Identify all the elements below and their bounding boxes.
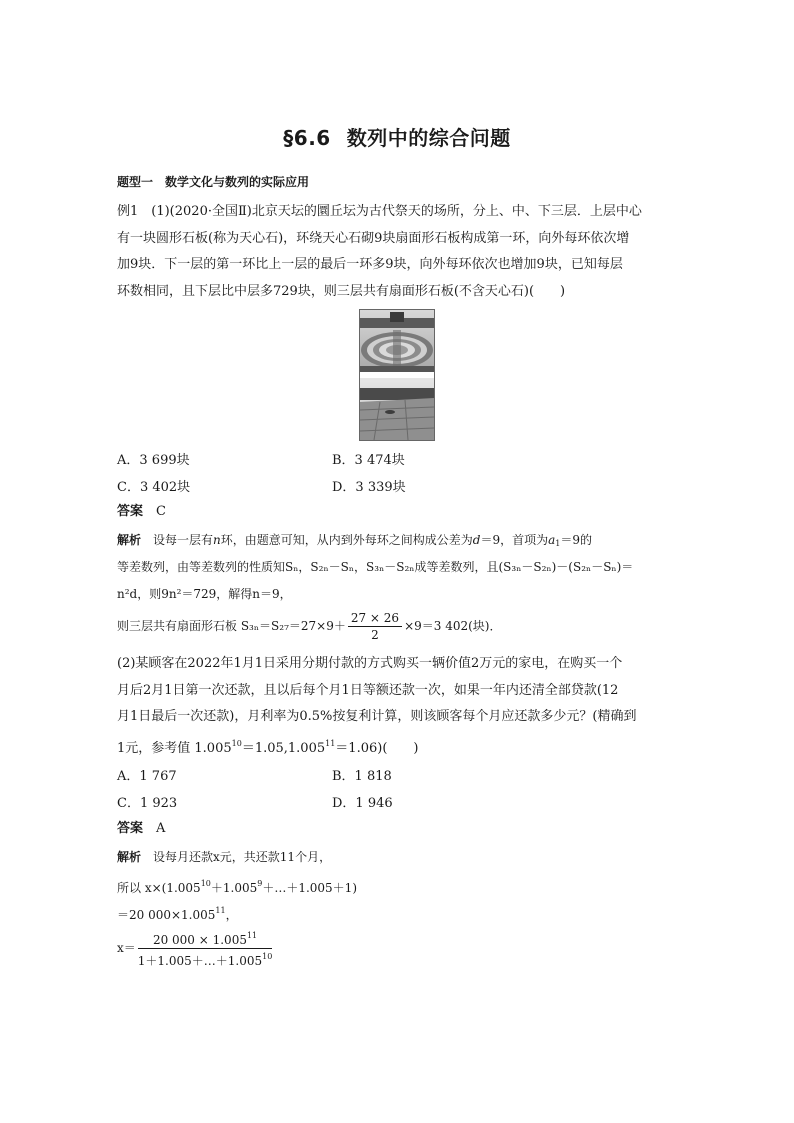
var-n: n xyxy=(213,533,221,547)
analysis-label: 解析 xyxy=(117,533,142,547)
text: ， xyxy=(225,908,238,922)
text: x＝ xyxy=(117,941,136,955)
q1-line: 环数相同，且下层比中层多729块，则三层共有扇面形石板(不含天心石)( ) xyxy=(117,283,566,299)
text: ＝9，首项为 xyxy=(480,533,549,547)
section-title: 数列中的综合问题 xyxy=(346,126,511,150)
superscript: 11 xyxy=(215,906,226,915)
answer-value: A xyxy=(156,821,166,836)
superscript: 11 xyxy=(246,931,258,940)
superscript: 10 xyxy=(231,738,242,748)
text: 设每一层有 xyxy=(153,533,214,547)
text: 设每月还款x元，共还款11个月， xyxy=(153,850,332,864)
answer-value: C xyxy=(156,504,166,519)
answer-label: 答案 xyxy=(117,821,144,836)
photo-bottom-stone-terrace xyxy=(360,378,434,440)
q1-analysis-line3: n²d，则9n²＝729，解得n＝9， xyxy=(117,587,292,601)
text: ＝1.06)( ) xyxy=(335,740,419,756)
text: 20 000 × 1.005 xyxy=(152,933,247,947)
superscript: 10 xyxy=(262,952,273,961)
q2-line: 月1日最后一次还款)，月利率为0.5%按复利计算，则该顾客每个月应还款多少元？(精确到 xyxy=(117,709,637,724)
type-label: 题型一 xyxy=(117,175,154,189)
fraction xyxy=(348,610,402,643)
superscript: 9 xyxy=(257,879,263,888)
q2-option-a: A．1 767 xyxy=(117,769,177,784)
text: ＋…＋1.005＋1) xyxy=(262,881,357,895)
var-d: d xyxy=(472,533,481,547)
superscript: 10 xyxy=(200,879,211,888)
q1-line: 例1 (1)(2020·全国Ⅱ)北京天坛的圜丘坛为古代祭天的场所，分上、中、下三层．上层中心 xyxy=(117,204,642,219)
q1-option-b: B．3 474块 xyxy=(332,453,405,468)
question-type-heading xyxy=(117,172,309,192)
numerator xyxy=(138,928,273,949)
q2-answer xyxy=(117,819,165,839)
q2-analysis-line4 xyxy=(117,928,274,969)
q1-option-a: A．3 699块 xyxy=(117,453,190,468)
text: ＝1.05,1.005 xyxy=(241,740,326,756)
page-title xyxy=(0,122,794,151)
q1-answer xyxy=(117,502,166,522)
superscript: 11 xyxy=(325,738,336,748)
q2-option-c: C．1 923 xyxy=(117,796,178,811)
q2-line: 月后2月1日第一次还款，且以后每个月1日等额还款一次，如果一年内还清全部贷款(12 xyxy=(117,682,619,698)
numerator: 27 × 26 xyxy=(348,610,402,627)
q1-analysis-line4 xyxy=(117,610,502,643)
example1-q1-text xyxy=(117,199,677,305)
q1-analysis-line1 xyxy=(117,530,592,554)
var-a: a xyxy=(548,533,556,547)
altar-photo xyxy=(359,309,435,441)
answer-label: 答案 xyxy=(117,504,144,519)
q2-option-b: B．1 818 xyxy=(332,769,392,784)
fraction xyxy=(138,928,273,969)
q2-analysis-line2 xyxy=(117,874,357,898)
text: 环，由题意可知，从内到外每环之间构成公差为 xyxy=(220,533,473,547)
text: ×9＝3 402(块)． xyxy=(404,619,502,633)
analysis-label: 解析 xyxy=(117,850,142,864)
example1-q2-text xyxy=(117,651,677,762)
q1-analysis-line2: 等差数列，由等差数列的性质知Sₙ，S₂ₙ－Sₙ，S₃ₙ－S₂ₙ成等差数列，且(S₃ₙ－S₂ₙ)－(S₂ₙ－Sₙ)＝ xyxy=(117,560,634,574)
section-number: §6.6 xyxy=(283,126,331,150)
denominator: 2 xyxy=(371,628,379,642)
q2-analysis-line3 xyxy=(117,901,238,925)
text: ＋1.005 xyxy=(210,881,258,895)
text: 1元，参考值 1.005 xyxy=(117,740,232,756)
text: ＝9的 xyxy=(560,533,593,547)
q1-line: 加9块．下一层的第一环比上一层的最后一环多9块，向外每环依次也增加9块，已知每层 xyxy=(117,257,623,272)
photo-top-altar-rings xyxy=(360,310,434,372)
text: 所以 x×(1.005 xyxy=(117,881,201,895)
text: 1＋1.005＋…＋1.005 xyxy=(137,954,263,968)
q2-option-d: D．1 946 xyxy=(332,796,393,811)
denominator xyxy=(138,949,273,969)
subscript: 1 xyxy=(555,539,561,548)
type-text: 数学文化与数列的实际应用 xyxy=(165,175,310,189)
q2-line: (2)某顾客在2022年1月1日采用分期付款的方式购买一辆价值2万元的家电，在购买一个 xyxy=(117,656,623,671)
text: ＝20 000×1.005 xyxy=(117,908,216,922)
q1-line: 有一块圆形石板(称为天心石)，环绕天心石砌9块扇面形石板构成第一环，向外每环依次增 xyxy=(117,230,630,246)
text: 则三层共有扇面形石板 S₃ₙ＝S₂₇＝27×9＋ xyxy=(117,619,346,633)
q1-option-c: C．3 402块 xyxy=(117,480,191,495)
q1-option-d: D．3 339块 xyxy=(332,480,406,495)
q2-line xyxy=(117,731,677,763)
q2-analysis-line1 xyxy=(117,847,331,867)
